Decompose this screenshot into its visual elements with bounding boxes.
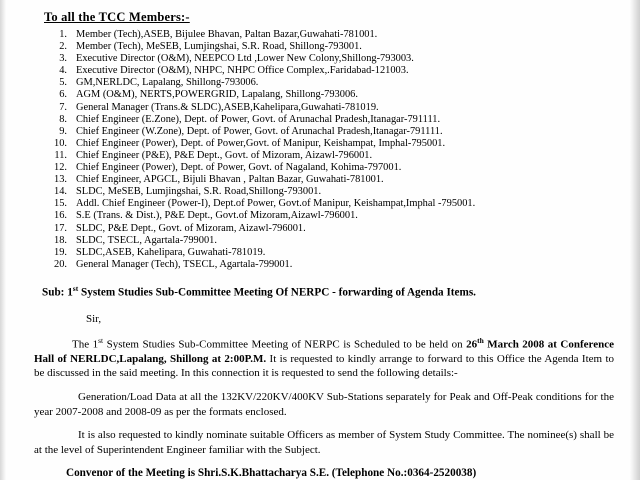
list-item-number: 18.	[54, 234, 67, 246]
list-item	[52, 89, 614, 101]
list-item-number: 19.	[54, 246, 67, 258]
list-item-number: 13.	[54, 174, 67, 186]
members-list	[34, 29, 614, 271]
list-item	[52, 162, 614, 174]
list-item	[52, 174, 614, 186]
list-item	[52, 138, 614, 150]
para1-bold-date-suffix: th	[477, 335, 484, 345]
page-title: To all the TCC Members:-	[44, 10, 190, 24]
list-item-text: S.E (Trans. & Dist.), P&E Dept., Govt.of Mizoram,Aizawl-796001.	[76, 210, 358, 222]
list-item-text: Executive Director (O&M), NEEPCO Ltd ,Lower New Colony,Shillong-793003.	[76, 53, 414, 65]
list-item	[52, 247, 614, 259]
list-item-text: Chief Engineer (P&E), P&E Dept., Govt. of Mizoram, Aizawl-796001.	[76, 149, 373, 161]
list-item-number: 3.	[59, 53, 67, 65]
para1-part1: System Studies Sub-Committee Meeting of NERPC is Scheduled to be held on	[103, 338, 467, 351]
list-item-number: 10.	[54, 137, 67, 149]
list-item	[52, 150, 614, 162]
list-item-number: 9.	[59, 125, 67, 137]
subject-ordinal: 1	[67, 286, 73, 299]
list-item	[52, 210, 614, 222]
paragraph-generation-load-data: Generation/Load Data at all the 132KV/220KV/400KV Sub-Stations separately for Peak and Off-Peak conditions for the year 2007-2008 and 2008-09 as per the formats enclosed.	[34, 391, 614, 418]
list-item-text: Member (Tech),ASEB, Bijulee Bhavan, Paltan Bazar,Guwahati-781001.	[76, 29, 378, 40]
list-item-text: General Manager (Trans.& SLDC),ASEB,Kahelipara,Guwahati-781019.	[76, 101, 379, 113]
list-item-text: Executive Director (O&M), NHPC, NHPC Office Complex,.Faridabad-121003.	[76, 65, 409, 77]
list-item-text: Chief Engineer (W.Zone), Dept. of Power, Govt. of Arunachal Pradesh,Itanagar-791111.	[76, 125, 443, 137]
list-item-text: SLDC, P&E Dept., Govt. of Mizoram, Aizawl-796001.	[76, 222, 306, 234]
list-item-number: 8.	[59, 113, 67, 125]
list-item-text: General Manager (Tech), TSECL, Agartala-799001.	[76, 258, 293, 270]
convenor-line: Convenor of the Meeting is Shri.S.K.Bhattacharya S.E. (Telephone No.:0364-2520038)	[66, 467, 477, 480]
subject-ordinal-suffix: st	[72, 283, 79, 293]
list-item-text: Member (Tech), MeSEB, Lumjingshai, S.R. Road, Shillong-793001.	[76, 41, 362, 53]
list-item-text: Chief Engineer (Power), Dept. of Power,Govt. of Manipur, Keishampat, Imphal-795001.	[76, 137, 446, 149]
list-item-text: AGM (O&M), NERTS,POWERGRID, Lapalang, Shillong-793006.	[76, 89, 358, 101]
subject-line	[42, 284, 614, 299]
list-item	[52, 259, 614, 271]
para1-bold-venue: March 2008 at Conference Hall of NERLDC,Lapalang, Shillong at 2:00P.M.	[34, 338, 614, 365]
list-item-number: 4.	[59, 65, 67, 77]
list-item	[52, 77, 614, 89]
salutation: Sir,	[86, 312, 102, 325]
list-item	[52, 65, 614, 77]
paragraph-nomination: It is also requested to kindly nominate suitable Officers as member of System Study Committee. The nominee(s) shall be at the level of Superintendent Engineer familiar with the Subject.	[34, 429, 614, 456]
list-item-text: SLDC, TSECL, Agartala-799001.	[76, 234, 217, 246]
list-item-number: 2.	[59, 41, 67, 53]
list-item-text: Chief Engineer (E.Zone), Dept. of Power, Govt. of Arunachal Pradesh,Itanagar-791111.	[76, 113, 441, 125]
para1-bold-date: 26	[466, 338, 478, 351]
list-item-text: SLDC,ASEB, Kahelipara, Guwahati-781019.	[76, 246, 266, 258]
list-item-number: 11.	[54, 149, 67, 161]
para1-part2: It is requested to kindly arrange to forward to this Office the Agenda Item to be discussed in the said meeting. In this connection it is requested to send the following details:-	[34, 352, 614, 380]
list-item	[52, 114, 614, 126]
list-item-number: 20.	[54, 258, 67, 270]
list-item-number: 12.	[54, 162, 67, 174]
list-item-text: GM,NERLDC, Lapalang, Shillong-793006.	[76, 77, 259, 89]
list-item-text: Addl. Chief Engineer (Power-I), Dept.of Power, Govt.of Manipur, Keishampat,Imphal -795001.	[76, 198, 476, 210]
list-item-text: Chief Engineer (Power), Dept. of Power, Govt. of Nagaland, Kohima-797001.	[76, 162, 402, 174]
para1-lead: The 1	[72, 338, 99, 351]
subject-text: System Studies Sub-Committee Meeting Of NERPC - forwarding of Agenda Items.	[78, 286, 476, 299]
list-item-number: 6.	[59, 89, 67, 101]
list-item	[52, 53, 614, 65]
list-item	[52, 126, 614, 138]
para1-lead-suffix: st	[98, 335, 104, 345]
list-item-text: SLDC, MeSEB, Lumjingshai, S.R. Road,Shillong-793001.	[76, 186, 322, 198]
list-item-number: 14.	[54, 186, 67, 198]
list-item-number: 1.	[59, 29, 67, 40]
list-item	[52, 29, 614, 41]
list-item	[52, 186, 614, 198]
list-item-number: 16.	[54, 210, 67, 222]
list-item	[52, 102, 614, 114]
subject-label: Sub:	[42, 286, 65, 299]
list-item-number: 7.	[59, 101, 67, 113]
list-item-number: 5.	[59, 77, 67, 89]
list-item	[52, 198, 614, 210]
list-item	[52, 41, 614, 53]
list-item-text: Chief Engineer, APGCL, Bijuli Bhavan , Paltan Bazar, Guwahati-781001.	[76, 174, 384, 186]
list-item-number: 17.	[54, 222, 67, 234]
list-item	[52, 223, 614, 235]
paragraph-meeting-details	[34, 334, 614, 381]
list-item	[52, 235, 614, 247]
list-item-number: 15.	[54, 198, 67, 210]
